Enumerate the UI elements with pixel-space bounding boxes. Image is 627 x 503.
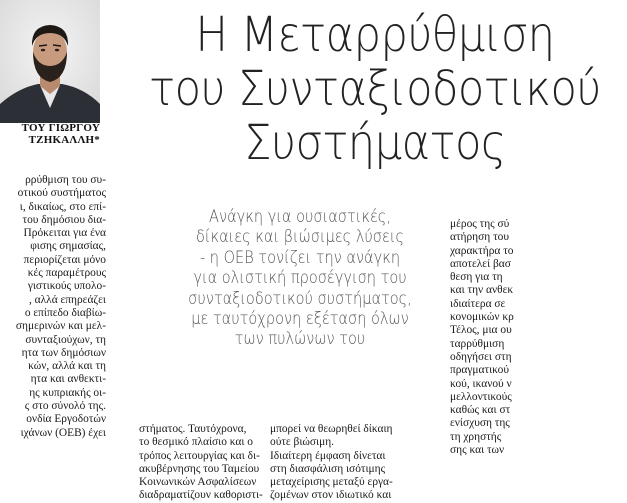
body-line: κού, ικανού ν (450, 377, 512, 390)
body-line: μελλοντικούς (450, 390, 512, 403)
body-line: οτικού συστήματος (17, 187, 106, 200)
body-line: και την ανθεκ (450, 284, 514, 297)
headline-line: Συστήματος (244, 115, 506, 171)
body-line: συνταξιούχων, τη (25, 333, 106, 346)
body-line: ητα και ανθεκτι- (30, 373, 106, 386)
body-line: καθώς και στ (450, 404, 511, 417)
standfirst-line: των πυλώνων του (234, 329, 366, 349)
body-line: φισης σημασίας, (30, 240, 106, 253)
body-line: κές παραμέτρους (27, 267, 106, 280)
headline-line: Η Μεταρρύθμιση (195, 7, 555, 63)
body-line: στη διασφάλιση ισότιμης (270, 462, 386, 475)
byline (0, 122, 100, 146)
body-line: μπορεί να θεωρηθεί δίκαιη (270, 423, 393, 435)
byline-line-2: ΤΖΗΚΑΛΛΗ* (28, 134, 100, 146)
body-line: ιδιαίτερα σε (450, 297, 506, 310)
body-line: θεση για τη (450, 271, 503, 284)
body-line: ρρύθμιση του συ- (25, 174, 106, 186)
body-line: σημερινών και μελ- (15, 320, 106, 333)
body-line: στήματος. Ταυτόχρονα, (139, 423, 247, 435)
byline-line-1: ΤΟΥ ΓΙΩΡΓΟΥ (21, 122, 100, 134)
body-line: τρόπος λειτουργίας και δι- (139, 449, 260, 462)
body-line: οδηγήσει στη (450, 350, 512, 363)
standfirst-line: για ολιστική προσέγγιση του (193, 268, 407, 288)
body-line: Τέλος, μια ου (450, 324, 512, 337)
body-column-3 (270, 423, 400, 503)
body-line: ο επίπεδο διαβίω- (24, 306, 106, 319)
body-line: πραγματικού (450, 364, 509, 377)
body-line: του δημόσιου δια- (22, 213, 106, 226)
body-line: Κοινωνικών Ασφαλίσεων (139, 476, 257, 489)
body-line: διαδραματίζουν καθοριστι- (139, 489, 263, 502)
body-column-2 (139, 423, 267, 503)
standfirst-line: συνταξιοδοτικού συστήματος, (188, 288, 412, 308)
body-line: ταρρύθμιση (450, 337, 505, 350)
body-line: κονομικών κρ (450, 311, 514, 324)
body-line: ενίσχυση της (450, 417, 510, 430)
body-line: περιορίζεται μόνο (23, 253, 106, 266)
body-line: σης και των (450, 444, 505, 457)
standfirst (168, 207, 432, 350)
body-line: ιχάνων (ΟΕΒ) έχει (20, 426, 106, 439)
body-line: γιστικούς υπολο- (27, 280, 106, 293)
body-line: το θεσμικό πλαίσιο και ο (139, 436, 253, 449)
body-line: αποτελεί βασ (450, 257, 511, 270)
body-line: ης κυπριακής οι- (29, 386, 106, 399)
headline (123, 8, 627, 170)
body-line: ακυβέρνησης του Ταμείου (139, 462, 260, 475)
author-photo (0, 0, 100, 123)
body-line: Πρόκειται για ένα (23, 227, 106, 240)
body-line: ούτε βιώσιμη. (270, 436, 335, 449)
body-line: τη χρηστής (450, 430, 502, 443)
standfirst-line: - η ΟΕΒ τονίζει την ανάγκη (199, 247, 401, 267)
body-line: ι, δικαίως, στο επί- (19, 200, 106, 213)
body-line: ατήρηση του (450, 231, 509, 244)
body-line: κών, αλλά και τη (28, 360, 106, 373)
body-line: χαρακτήρα το (450, 244, 514, 257)
body-line: , αλλά επηρεάζει (28, 293, 106, 306)
body-line: μέρος της σύ (450, 218, 510, 230)
standfirst-line: Ανάγκη για ουσιαστικές, (209, 207, 391, 226)
body-line: μεταχείρισης μεταξύ εργα- (270, 476, 393, 489)
body-line: ζομένων στον ιδιωτικό και (270, 489, 392, 502)
body-line: ητα των δημόσιων (21, 346, 106, 359)
standfirst-line: με ταυτόχρονη εξέταση όλων (191, 309, 409, 329)
body-column-4 (450, 218, 550, 457)
body-column-1 (0, 174, 106, 440)
standfirst-line: δίκαιες και βιώσιμες λύσεις (195, 227, 405, 247)
body-line: ς στο σύνολό της. (24, 400, 106, 413)
body-line: Ιδιαίτερη έμφαση δίνεται (270, 449, 386, 462)
headline-line: του Συνταξιοδοτικού (149, 61, 601, 117)
body-line: ονδία Εργοδοτών (26, 413, 106, 426)
